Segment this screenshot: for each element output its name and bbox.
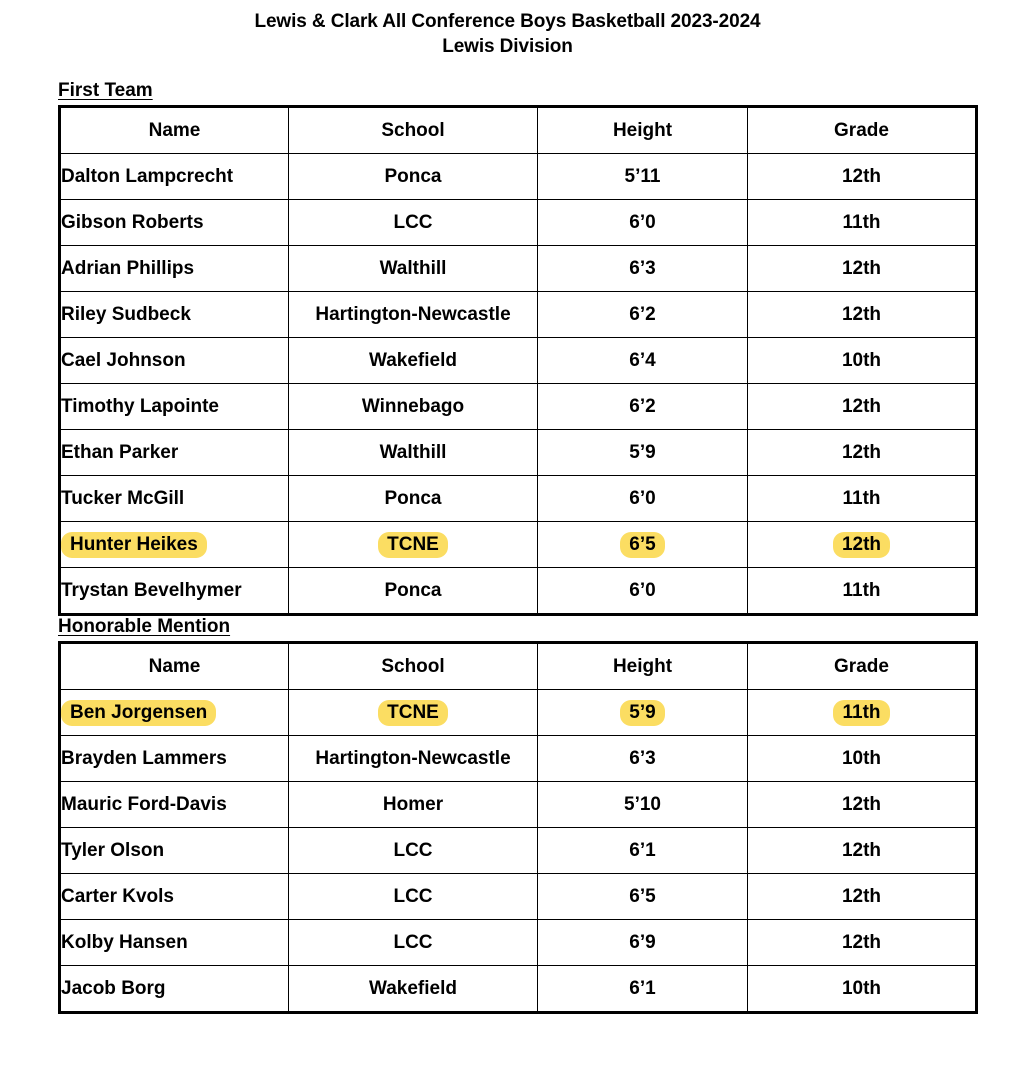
cell-height: 6’5 — [538, 874, 748, 920]
cell-height: 6’4 — [538, 338, 748, 384]
first-team-table-wrapper — [58, 105, 1015, 616]
highlight-mark: Ben Jorgensen — [61, 700, 216, 726]
cell-name: Trystan Bevelhymer — [60, 568, 289, 615]
table-row — [60, 292, 977, 338]
cell-height: 6’1 — [538, 828, 748, 874]
cell-height — [538, 690, 748, 736]
table-row — [60, 874, 977, 920]
cell-height: 6’3 — [538, 736, 748, 782]
cell-name — [60, 690, 289, 736]
cell-height: 6’0 — [538, 568, 748, 615]
highlight-mark: 12th — [833, 532, 890, 558]
first-team-section-heading — [0, 80, 1015, 102]
honorable-mention-section-heading — [0, 616, 1015, 638]
cell-name — [60, 522, 289, 568]
column-header-grade: Grade — [748, 643, 977, 690]
cell-grade: 11th — [748, 200, 977, 246]
table-row — [60, 828, 977, 874]
cell-school: Ponca — [289, 568, 538, 615]
cell-school: Ponca — [289, 476, 538, 522]
honorable-mention-table-wrapper — [58, 641, 1015, 1014]
cell-school: Winnebago — [289, 384, 538, 430]
table-row — [60, 430, 977, 476]
column-header-grade: Grade — [748, 107, 977, 154]
column-header-school: School — [289, 643, 538, 690]
cell-name: Brayden Lammers — [60, 736, 289, 782]
cell-height: 6’9 — [538, 920, 748, 966]
table-row — [60, 920, 977, 966]
cell-school: Wakefield — [289, 966, 538, 1013]
cell-grade: 12th — [748, 828, 977, 874]
cell-height: 6’0 — [538, 476, 748, 522]
cell-name: Kolby Hansen — [60, 920, 289, 966]
title-line-1: Lewis & Clark All Conference Boys Basketball 2023-2024 — [254, 11, 761, 32]
title-line-2: Lewis Division — [442, 36, 573, 57]
table-row — [60, 246, 977, 292]
cell-school: Homer — [289, 782, 538, 828]
highlight-mark: Hunter Heikes — [61, 532, 207, 558]
table-row — [60, 338, 977, 384]
table-row-highlighted — [60, 690, 977, 736]
cell-height: 5’10 — [538, 782, 748, 828]
cell-school: Wakefield — [289, 338, 538, 384]
cell-school: Ponca — [289, 154, 538, 200]
table-row — [60, 568, 977, 615]
cell-name: Cael Johnson — [60, 338, 289, 384]
cell-name: Gibson Roberts — [60, 200, 289, 246]
cell-height: 6’2 — [538, 292, 748, 338]
cell-grade: 12th — [748, 384, 977, 430]
column-header-name: Name — [60, 643, 289, 690]
table-row — [60, 476, 977, 522]
cell-name: Timothy Lapointe — [60, 384, 289, 430]
honorable-mention-table — [58, 641, 978, 1014]
cell-grade: 12th — [748, 246, 977, 292]
cell-school: LCC — [289, 200, 538, 246]
table-row — [60, 966, 977, 1013]
cell-school: Hartington-Newcastle — [289, 736, 538, 782]
table-row-highlighted — [60, 522, 977, 568]
cell-height: 6’1 — [538, 966, 748, 1013]
cell-grade: 11th — [748, 476, 977, 522]
column-header-height: Height — [538, 107, 748, 154]
honorable-mention-table-body — [60, 690, 977, 1013]
cell-school: Hartington-Newcastle — [289, 292, 538, 338]
cell-school: LCC — [289, 874, 538, 920]
cell-school: Walthill — [289, 246, 538, 292]
column-header-school: School — [289, 107, 538, 154]
cell-height: 5’11 — [538, 154, 748, 200]
table-row — [60, 384, 977, 430]
cell-grade: 12th — [748, 874, 977, 920]
cell-grade: 12th — [748, 154, 977, 200]
cell-grade: 12th — [748, 920, 977, 966]
cell-height: 6’3 — [538, 246, 748, 292]
cell-grade: 10th — [748, 338, 977, 384]
table-header-row — [60, 643, 977, 690]
cell-grade: 10th — [748, 966, 977, 1013]
cell-name: Dalton Lampcrecht — [60, 154, 289, 200]
column-header-height: Height — [538, 643, 748, 690]
cell-name: Adrian Phillips — [60, 246, 289, 292]
cell-name: Mauric Ford-Davis — [60, 782, 289, 828]
section-label-first-team: First Team — [58, 80, 153, 101]
highlight-mark: TCNE — [378, 700, 448, 726]
cell-school: Walthill — [289, 430, 538, 476]
cell-grade: 12th — [748, 292, 977, 338]
cell-height: 6’2 — [538, 384, 748, 430]
cell-name: Carter Kvols — [60, 874, 289, 920]
cell-grade: 11th — [748, 568, 977, 615]
table-row — [60, 154, 977, 200]
cell-grade: 10th — [748, 736, 977, 782]
cell-school: LCC — [289, 920, 538, 966]
cell-school: LCC — [289, 828, 538, 874]
first-team-table — [58, 105, 978, 616]
first-team-table-body — [60, 154, 977, 615]
highlight-mark: TCNE — [378, 532, 448, 558]
cell-name: Jacob Borg — [60, 966, 289, 1013]
column-header-name: Name — [60, 107, 289, 154]
cell-height: 5’9 — [538, 430, 748, 476]
cell-grade: 12th — [748, 430, 977, 476]
highlight-mark: 6’5 — [620, 532, 664, 558]
cell-name: Tyler Olson — [60, 828, 289, 874]
section-label-honorable-mention: Honorable Mention — [58, 616, 231, 637]
cell-grade — [748, 522, 977, 568]
cell-height: 6’0 — [538, 200, 748, 246]
cell-school — [289, 690, 538, 736]
cell-grade: 12th — [748, 782, 977, 828]
table-row — [60, 782, 977, 828]
cell-height — [538, 522, 748, 568]
cell-school — [289, 522, 538, 568]
cell-grade — [748, 690, 977, 736]
cell-name: Riley Sudbeck — [60, 292, 289, 338]
cell-name: Ethan Parker — [60, 430, 289, 476]
highlight-mark: 5’9 — [620, 700, 664, 726]
table-row — [60, 736, 977, 782]
document-title — [0, 0, 1015, 59]
cell-name: Tucker McGill — [60, 476, 289, 522]
highlight-mark: 11th — [833, 700, 889, 726]
table-header-row — [60, 107, 977, 154]
table-row — [60, 200, 977, 246]
